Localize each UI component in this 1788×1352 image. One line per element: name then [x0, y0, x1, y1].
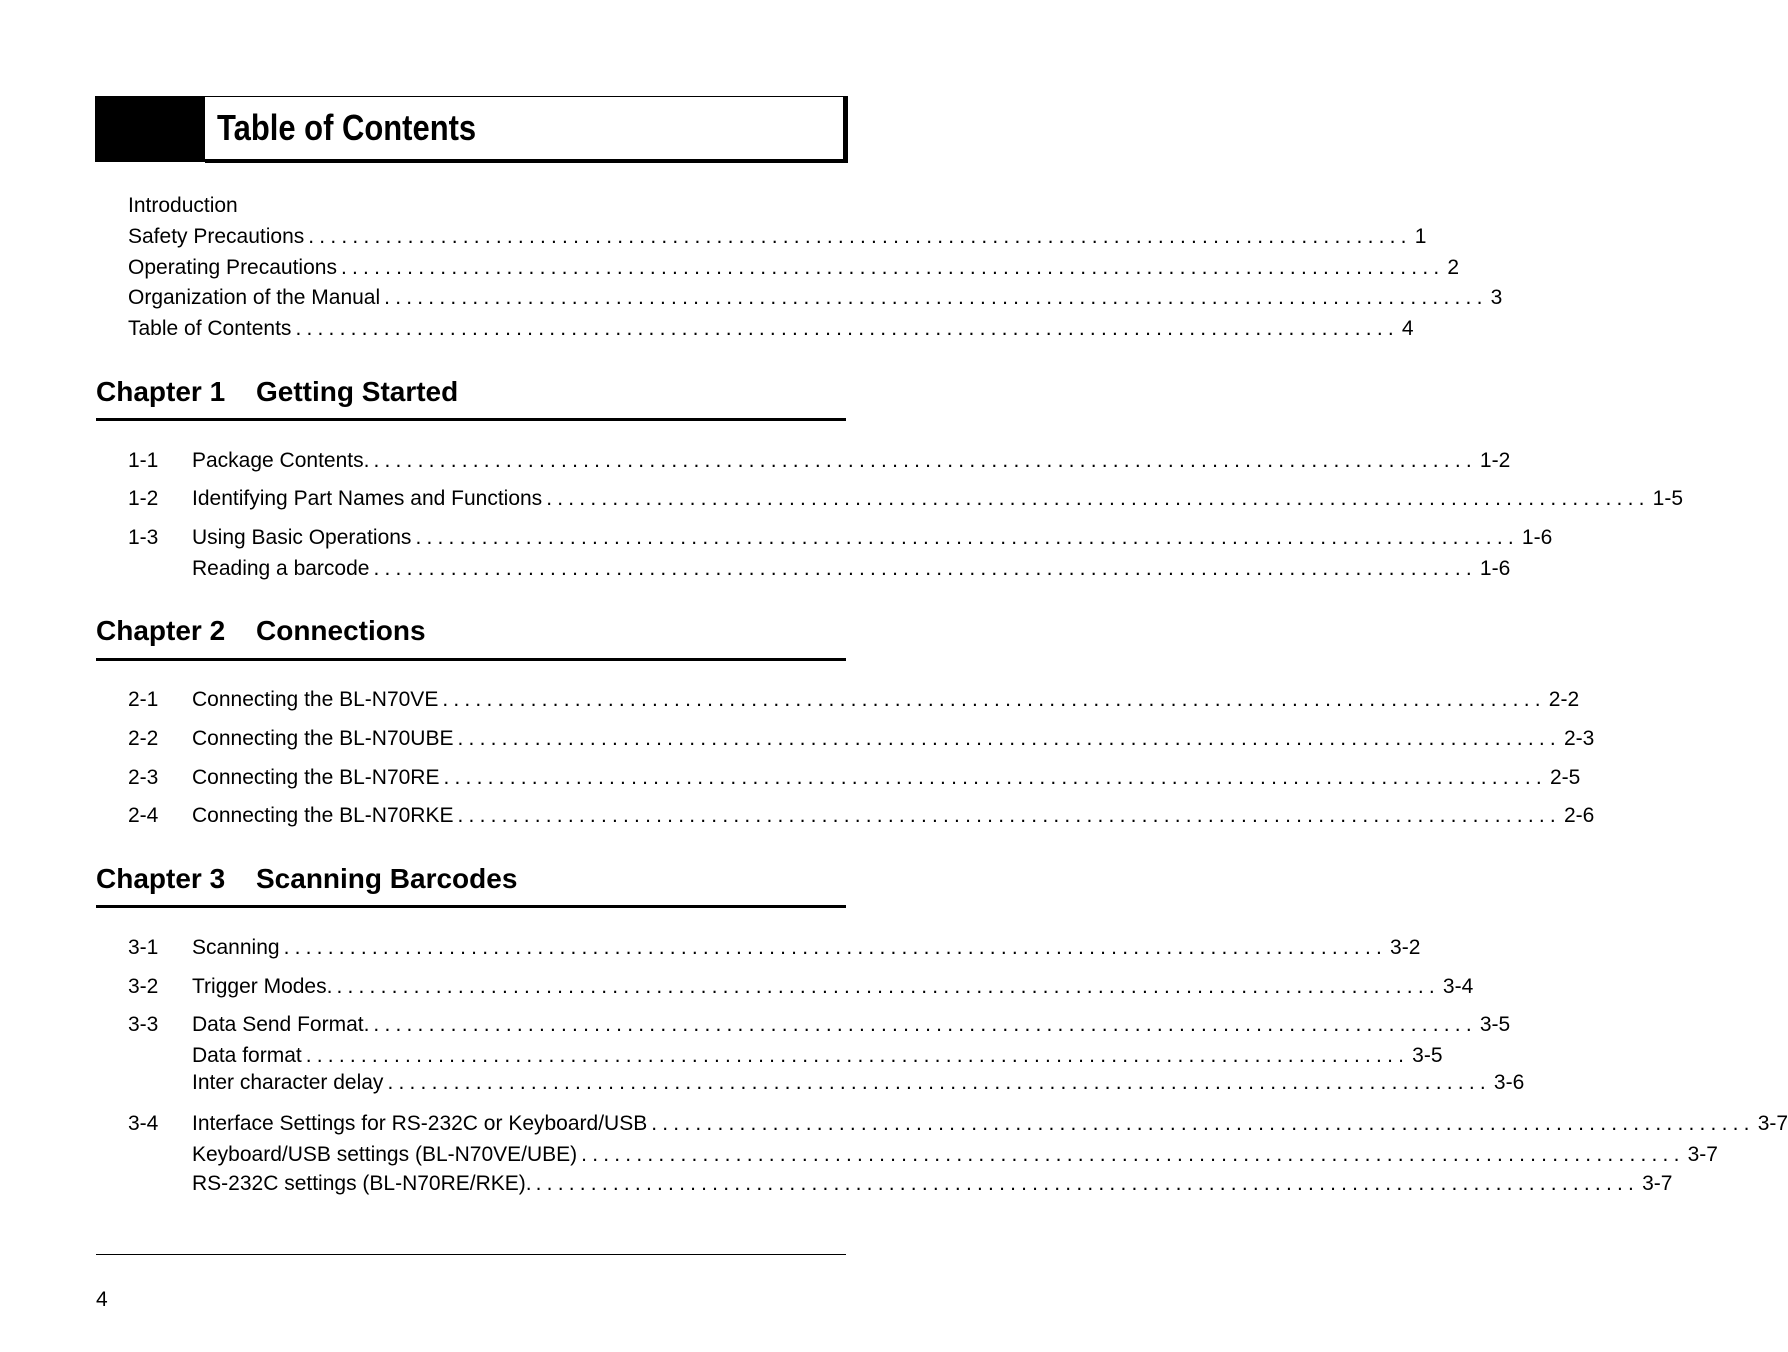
toc-entry-page: 1: [1414, 225, 1427, 248]
title-black-block: [95, 96, 205, 162]
toc-entry-label: Identifying Part Names and Functions: [192, 487, 543, 510]
toc-entry-label: Operating Precautions: [128, 256, 337, 279]
toc-entry-label: Interface Settings for RS-232C or Keyboard/USB: [192, 1112, 648, 1135]
chapter-number: Chapter 3: [96, 863, 226, 894]
section-number: 3-1: [128, 936, 159, 959]
leader-dots: ....................................................................................................: [546, 487, 1650, 510]
toc-entry-page: 3-5: [1412, 1044, 1443, 1067]
toc-entry[interactable]: [192, 526, 1553, 552]
leader-dots: ....................................................................................................: [295, 317, 1399, 340]
section-number: 2-2: [128, 727, 159, 750]
toc-entry-page: 1-2: [1479, 449, 1511, 472]
leader-dots: ....................................................................................................: [373, 557, 1477, 580]
toc-entry-label: Using Basic Operations: [192, 526, 412, 549]
leader-dots: ....................................................................................................: [387, 1071, 1491, 1094]
toc-subentry[interactable]: [192, 557, 1511, 583]
section-number: 2-4: [128, 804, 159, 827]
toc-entry[interactable]: [128, 256, 1460, 282]
leader-dots: ....................................................................................................: [535, 1172, 1640, 1195]
toc-entry[interactable]: [192, 727, 1595, 753]
toc-entry-page: 2-6: [1563, 804, 1595, 827]
toc-entry-label: Connecting the BL-N70VE: [192, 688, 439, 711]
chapter-number: Chapter 1: [96, 376, 226, 407]
toc-entry-page: 1-6: [1479, 557, 1511, 580]
leader-dots: ....................................................................................................: [336, 975, 1440, 998]
toc-entry-page: 1-6: [1521, 526, 1553, 549]
toc-entry-label: Package Contents.: [192, 449, 370, 472]
toc-entry-page: 3-7: [1757, 1112, 1788, 1135]
section-number: 3-3: [128, 1013, 159, 1036]
leader-dots: ....................................................................................................: [415, 526, 1519, 549]
toc-subentry[interactable]: [192, 1172, 1673, 1198]
chapter-number: Chapter 2: [96, 615, 226, 646]
toc-entry-page: 2-5: [1549, 766, 1581, 789]
section-number: 1-1: [128, 449, 159, 472]
toc-entry-page: 3-6: [1493, 1071, 1525, 1094]
toc-entry-page: 1-5: [1652, 487, 1683, 510]
toc-entry[interactable]: [128, 225, 1427, 251]
toc-entry[interactable]: [192, 1112, 1788, 1138]
toc-entry-page: 2: [1447, 256, 1460, 279]
chapter-rule: [96, 658, 846, 661]
section-number: 2-1: [128, 688, 159, 711]
intro-heading: Introduction: [128, 194, 238, 217]
toc-entry-label: Table of Contents: [128, 317, 292, 340]
toc-subentry[interactable]: [192, 1143, 1718, 1169]
toc-entry-page: 2-2: [1548, 688, 1580, 711]
page-title: Table of Contents: [217, 107, 477, 148]
toc-entry-page: 2-3: [1563, 727, 1595, 750]
leader-dots: ....................................................................................................: [373, 1013, 1477, 1036]
toc-entry-label: Organization of the Manual: [128, 286, 381, 309]
toc-entry[interactable]: [192, 936, 1421, 962]
toc-entry-label: Keyboard/USB settings (BL-N70VE/UBE): [192, 1143, 578, 1166]
toc-entry-label: Connecting the BL-N70RKE: [192, 804, 454, 827]
toc-entry-label: Inter character delay: [192, 1071, 384, 1094]
toc-entry-label: Safety Precautions: [128, 225, 305, 248]
leader-dots: ....................................................................................................: [457, 804, 1561, 827]
toc-entry[interactable]: [128, 317, 1414, 343]
toc-entry-label: Connecting the BL-N70RE: [192, 766, 440, 789]
page-number: 4: [96, 1288, 108, 1311]
leader-dots: ....................................................................................................: [283, 936, 1388, 959]
leader-dots: ....................................................................................................: [442, 688, 1546, 711]
footer-rule: [96, 1254, 846, 1255]
toc-entry[interactable]: [192, 487, 1683, 513]
leader-dots: ....................................................................................................: [443, 766, 1547, 789]
toc-entry-page: 3: [1490, 286, 1503, 309]
leader-dots: ....................................................................................................: [308, 225, 1412, 248]
toc-entry[interactable]: [128, 286, 1503, 312]
toc-entry-page: 3-7: [1687, 1143, 1718, 1166]
title-box: [205, 96, 848, 163]
section-number: 3-4: [128, 1112, 159, 1135]
toc-entry[interactable]: [192, 766, 1581, 792]
toc-entry-label: Trigger Modes.: [192, 975, 333, 998]
chapter-heading: [96, 615, 426, 647]
toc-entry-page: 3-4: [1442, 975, 1474, 998]
title-banner: [95, 96, 848, 162]
section-number: 2-3: [128, 766, 159, 789]
chapter-heading: [96, 376, 458, 408]
toc-entry-page: 4: [1401, 317, 1414, 340]
toc-entry-label: Connecting the BL-N70UBE: [192, 727, 454, 750]
toc-entry-label: Scanning: [192, 936, 280, 959]
toc-entry-label: Data Send Format.: [192, 1013, 370, 1036]
toc-entry[interactable]: [192, 975, 1474, 1001]
toc-entry-page: 3-7: [1642, 1172, 1673, 1195]
section-number: 3-2: [128, 975, 159, 998]
toc-entry-label: RS-232C settings (BL-N70RE/RKE).: [192, 1172, 532, 1195]
toc-entry-page: 3-2: [1390, 936, 1421, 959]
chapter-title: Getting Started: [256, 376, 459, 407]
toc-entry[interactable]: [192, 804, 1595, 830]
toc-entry[interactable]: [192, 449, 1511, 475]
chapter-title: Scanning Barcodes: [256, 863, 518, 894]
toc-entry[interactable]: [192, 688, 1580, 714]
chapter-rule: [96, 418, 846, 421]
section-number: 1-2: [128, 487, 159, 510]
toc-subentry[interactable]: [192, 1044, 1443, 1070]
leader-dots: ....................................................................................................: [373, 449, 1477, 472]
leader-dots: ....................................................................................................: [581, 1143, 1685, 1166]
chapter-heading: [96, 863, 517, 895]
section-number: 1-3: [128, 526, 159, 549]
toc-entry-label: Reading a barcode: [192, 557, 370, 580]
leader-dots: ....................................................................................................: [340, 256, 1445, 279]
leader-dots: ....................................................................................................: [384, 286, 1488, 309]
leader-dots: ....................................................................................................: [305, 1044, 1410, 1067]
leader-dots: ....................................................................................................: [457, 727, 1561, 750]
leader-dots: ....................................................................................................: [651, 1112, 1755, 1135]
toc-entry-page: 3-5: [1479, 1013, 1511, 1036]
toc-entry[interactable]: [192, 1013, 1511, 1039]
toc-entry-label: Data format: [192, 1044, 302, 1067]
chapter-rule: [96, 905, 846, 908]
toc-subentry[interactable]: [192, 1071, 1525, 1097]
chapter-title: Connections: [256, 615, 426, 646]
